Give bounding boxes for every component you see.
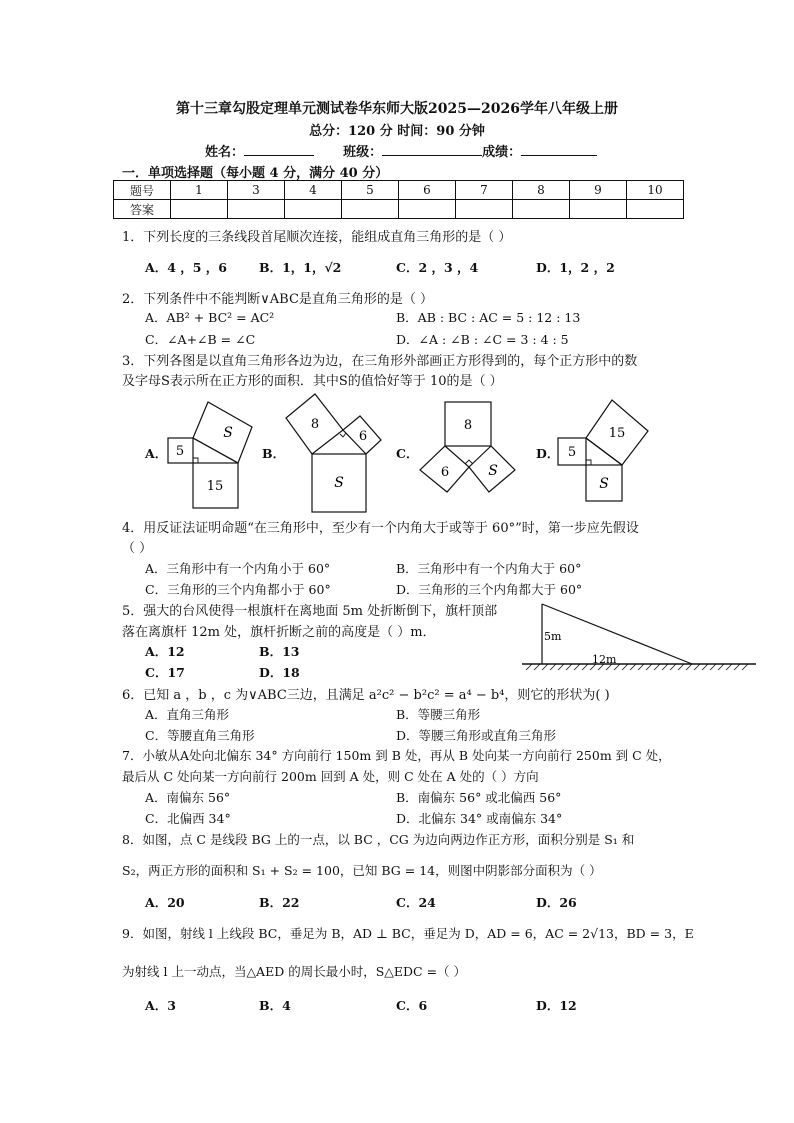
answer-cell[interactable]: [456, 200, 513, 219]
answer-cell[interactable]: [228, 200, 285, 219]
q6-option-b[interactable]: B．等腰三角形: [396, 707, 481, 722]
table-number-cell: 3: [228, 181, 285, 200]
table-number-cell: 10: [627, 181, 684, 200]
question-9-stem-line2: 为射线 l 上一动点，当△AED 的周长最小时，S△EDC =（ ）: [122, 964, 467, 979]
q3-figure-d: [552, 396, 662, 508]
fig-d-square-s: S: [599, 476, 609, 492]
exam-meta: 总分：120 分 时间：90 分钟: [309, 124, 485, 139]
answer-cell[interactable]: [171, 200, 228, 219]
q8-option-c[interactable]: C．24: [396, 895, 436, 910]
q4-option-d[interactable]: D．三角形的三个内角都大于 60°: [396, 582, 583, 597]
question-7-stem-line1: 7．小敏从A处向北偏东 34° 方向前行 150m 到 B 处，再从 B 处向某一方向前行 250m 到 C 处，: [122, 748, 671, 763]
section-title: 一．单项选择题（每小题 4 分，满分 40 分）: [122, 166, 389, 181]
q5-option-a[interactable]: A．12: [145, 644, 185, 659]
fig-a-square-15: 15: [206, 479, 224, 494]
q8-option-a[interactable]: A．20: [145, 895, 185, 910]
q3-figure-c: [415, 398, 525, 498]
table-row: [114, 181, 684, 200]
answer-cell[interactable]: [399, 200, 456, 219]
q4-option-c[interactable]: C．三角形的三个内角都小于 60°: [145, 582, 331, 597]
q6-option-c[interactable]: C．等腰直角三角形: [145, 728, 255, 743]
question-5-stem-line1: 5．强大的台风使得一根旗杆在离地面 5m 处折断倒下，旗杆顶部: [122, 604, 498, 619]
q9-option-d[interactable]: D．12: [536, 998, 577, 1013]
question-5-stem-line2: 落在离旗杆 12m 处，旗杆折断之前的高度是（ ）m．: [122, 625, 436, 640]
question-2-stem: 2．下列条件中不能判断∨ABC是直角三角形的是（ ）: [122, 292, 434, 307]
fig-c-square-s: S: [488, 463, 498, 479]
q5-option-d[interactable]: D．18: [259, 665, 300, 680]
q2-option-d[interactable]: D．∠A : ∠B : ∠C = 3 : 4 : 5: [396, 332, 569, 347]
fig-c-square-6: 6: [440, 465, 450, 480]
question-1-stem: 1．下列长度的三条线段首尾顺次连接，能组成直角三角形的是（ ）: [122, 230, 512, 245]
table-number-cell: 7: [456, 181, 513, 200]
fig-a-square-s: S: [223, 425, 233, 441]
table-number-cell: 5: [342, 181, 399, 200]
q9-option-c[interactable]: C．6: [396, 998, 428, 1013]
q3-figure-b: [283, 390, 393, 520]
q5-flagpole-figure: [520, 600, 760, 676]
q9-option-b[interactable]: B．4: [259, 998, 291, 1013]
question-4-stem-line1: 4．用反证法证明命题“在三角形中，至少有一个内角大于或等于 60°”时，第一步应先假设: [122, 521, 639, 536]
q6-option-a[interactable]: A．直角三角形: [145, 707, 230, 722]
q1-option-a[interactable]: A．4 ，5 ，6: [145, 260, 227, 275]
table-number-cell: 1: [171, 181, 228, 200]
q1-option-b[interactable]: B．1，1，√2: [259, 260, 342, 275]
name-field[interactable]: [244, 143, 314, 156]
q2-option-a[interactable]: A．AB² + BC² = AC²: [145, 310, 275, 325]
q7-option-a[interactable]: A．南偏东 56°: [145, 790, 231, 805]
q5-option-b[interactable]: B．13: [259, 644, 300, 659]
fig-b-square-6: 6: [358, 429, 368, 444]
q6-option-d[interactable]: D．等腰三角形或直角三角形: [396, 728, 557, 743]
name-label: 姓名：: [205, 145, 245, 160]
table-number-cell: 6: [399, 181, 456, 200]
q2-option-c[interactable]: C．∠A+∠B = ∠C: [145, 332, 256, 347]
fig-d-square-15: 15: [608, 426, 626, 441]
question-9-stem-line1: 9．如图，射线 l 上线段 BC，垂足为 B，AD ⊥ BC，垂足为 D，AD = 6，AC = 2√13，BD = 3，E: [122, 926, 694, 941]
student-info: [205, 141, 597, 160]
class-label: 班级：: [343, 145, 383, 160]
score-field[interactable]: [521, 143, 597, 156]
q8-option-b[interactable]: B．22: [259, 895, 300, 910]
q1-option-d[interactable]: D．1，2 ，2: [536, 260, 615, 275]
question-8-stem-line1: 8．如图，点 C 是线段 BG 上的一点，以 BC ，CG 为边向两边作正方形，面积分别是 S₁ 和: [122, 832, 635, 847]
fig-label-5m: 5m: [544, 630, 562, 643]
fig-a-square-5: 5: [175, 444, 185, 459]
question-8-stem-line2: S₂，两正方形的面积和 S₁ + S₂ = 100，已知 BG = 14，则图中阴影部分面积为（ ）: [122, 863, 602, 878]
table-number-cell: 9: [570, 181, 627, 200]
fig-d-square-5: 5: [567, 445, 577, 460]
answer-cell[interactable]: [627, 200, 684, 219]
q3-option-b[interactable]: B．: [262, 446, 286, 461]
question-3-stem-line2: 及字母S表示所在正方形的面积．其中S的值恰好等于 10的是（ ）: [122, 374, 503, 389]
table-row: [114, 200, 684, 219]
table-header-cell: 答案: [114, 200, 171, 219]
question-4-stem-line2: （ ）: [122, 541, 153, 556]
table-number-cell: 8: [513, 181, 570, 200]
fig-b-square-8: 8: [310, 417, 320, 432]
answer-cell[interactable]: [285, 200, 342, 219]
answer-cell[interactable]: [342, 200, 399, 219]
answer-cell[interactable]: [570, 200, 627, 219]
q9-option-a[interactable]: A．3: [145, 998, 176, 1013]
q7-option-d[interactable]: D．北偏东 34° 或南偏东 34°: [396, 811, 563, 826]
q2-option-b[interactable]: B．AB : BC : AC = 5 : 12 : 13: [396, 310, 581, 325]
class-field[interactable]: [382, 143, 482, 156]
q4-option-a[interactable]: A．三角形中有一个内角小于 60°: [145, 561, 331, 576]
fig-c-square-8: 8: [463, 418, 473, 433]
fig-label-12m: 12m: [592, 653, 617, 666]
q3-option-a[interactable]: A．: [145, 446, 168, 461]
question-7-stem-line2: 最后从 C 处向某一方向前行 200m 回到 A 处，则 C 处在 A 处的（ ）方向: [122, 769, 539, 784]
answer-cell[interactable]: [513, 200, 570, 219]
fig-b-square-s: S: [334, 475, 344, 491]
q7-option-c[interactable]: C．北偏西 34°: [145, 811, 231, 826]
table-header-cell: 题号: [114, 181, 171, 200]
q8-option-d[interactable]: D．26: [536, 895, 577, 910]
q3-option-c[interactable]: C．: [396, 446, 419, 461]
question-6-stem: 6．已知 a ，b ，c 为∨ABC三边，且满足 a²c² − b²c² = a⁴ − b⁴，则它的形状为( ): [122, 688, 610, 703]
table-number-cell: 4: [285, 181, 342, 200]
question-3-stem-line1: 3．下列各图是以直角三角形各边为边，在三角形外部画正方形得到的，每个正方形中的数: [122, 354, 638, 369]
page-title: 第十三章勾股定理单元测试卷华东师大版2025—2026学年八年级上册: [176, 101, 618, 117]
q5-option-c[interactable]: C．17: [145, 665, 185, 680]
q3-figure-a: [160, 392, 270, 512]
answer-table: [113, 180, 684, 219]
q7-option-b[interactable]: B．南偏东 56° 或北偏西 56°: [396, 790, 562, 805]
q1-option-c[interactable]: C．2 ，3 ，4: [396, 260, 479, 275]
q4-option-b[interactable]: B．三角形中有一个内角大于 60°: [396, 561, 582, 576]
score-label: 成绩：: [482, 145, 522, 160]
q3-option-d[interactable]: D．: [536, 446, 560, 461]
